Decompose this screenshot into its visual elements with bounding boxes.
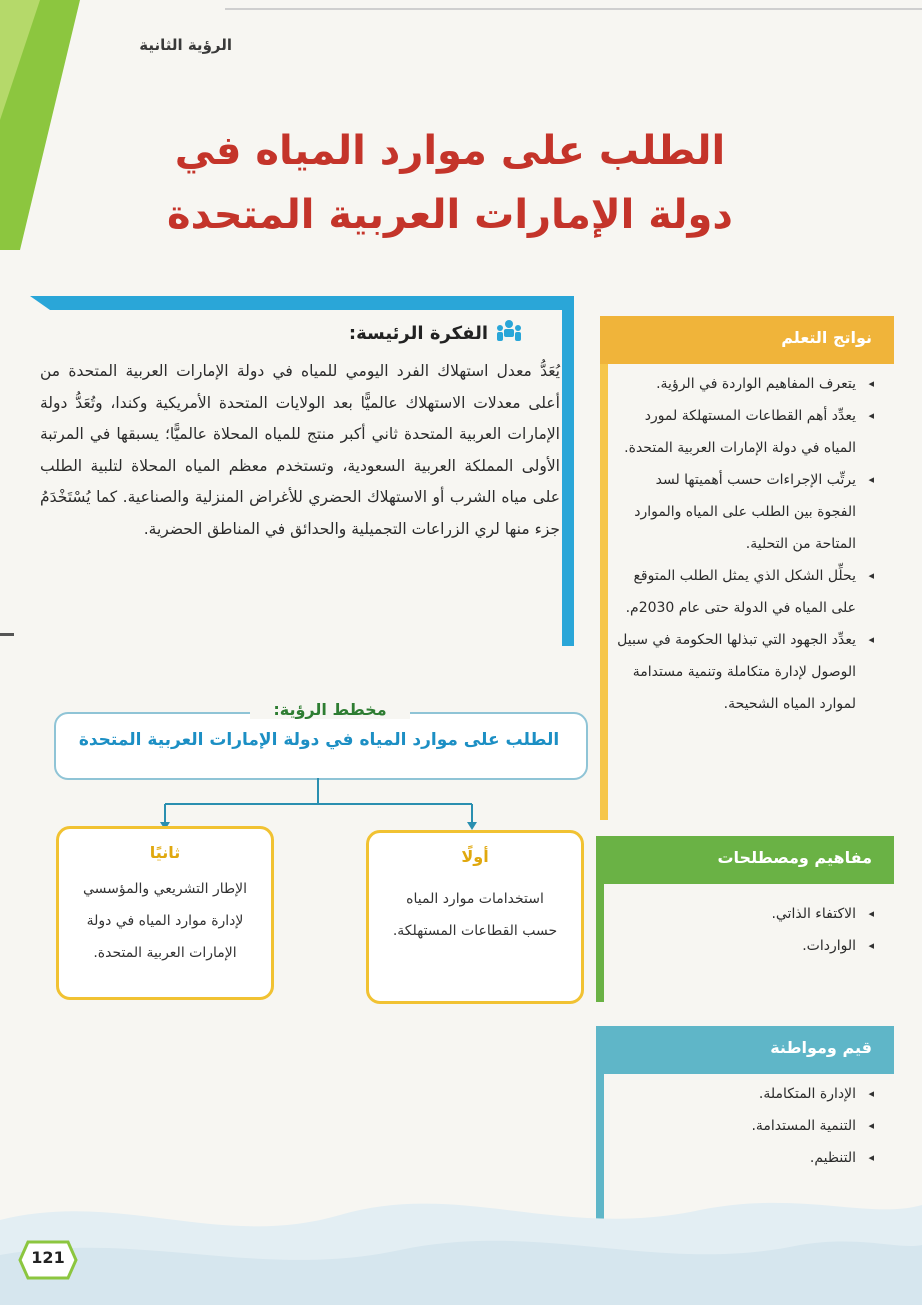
margin-mark bbox=[0, 633, 14, 636]
main-idea-heading-text: الفكرة الرئيسة: bbox=[348, 323, 488, 344]
concepts-side-bar bbox=[596, 884, 604, 1002]
outcome-item: ◂ يعدِّد الجهود التي تبذلها الحكومة في سبيل الوصول لإدارة متكاملة وتنمية مستدامة لموارد المياه الشحيحة. bbox=[614, 624, 876, 720]
plan-label: مخطط الرؤية: bbox=[250, 700, 410, 719]
plan-card-first-body bbox=[379, 883, 571, 947]
bullet-icon: ◂ bbox=[868, 633, 874, 646]
main-idea-top-bar bbox=[30, 296, 570, 310]
bullet-icon: ◂ bbox=[868, 1151, 874, 1164]
values-panel bbox=[596, 1026, 896, 1166]
plan-card-second-line-3: الإمارات العربية المتحدة. bbox=[93, 945, 237, 961]
plan-card-first-caption: أولًا bbox=[461, 847, 489, 866]
section-label: الرؤية الثانية bbox=[139, 36, 232, 54]
plan-card-second-caption: ثانيًا bbox=[149, 843, 181, 862]
corner-decoration bbox=[0, 0, 80, 250]
main-idea-heading bbox=[349, 318, 522, 349]
water-wave-decoration bbox=[0, 1160, 922, 1305]
value-item: ◂ التنظيم. bbox=[614, 1142, 876, 1174]
plan-card-second-line-1: الإطار التشريعي والمؤسسي bbox=[83, 881, 247, 897]
plan-title: الطلب على موارد المياه في دولة الإمارات العربية المتحدة bbox=[78, 730, 560, 750]
outcome-item: ◂ يرتِّب الإجراءات حسب أهميتها لسد الفجوة بين الطلب على المياه والموارد المتاحة من التحلية. bbox=[614, 464, 876, 560]
plan-card-first-line-2: حسب القطاعات المستهلكة. bbox=[392, 923, 558, 939]
plan-card-second bbox=[56, 826, 274, 1000]
page-number-badge bbox=[18, 1240, 78, 1280]
bullet-icon: ◂ bbox=[868, 409, 874, 422]
bullet-icon: ◂ bbox=[868, 907, 874, 920]
bullet-icon: ◂ bbox=[868, 1087, 874, 1100]
people-icon bbox=[496, 318, 522, 349]
main-idea-side-bar bbox=[562, 296, 574, 646]
top-rule bbox=[225, 8, 922, 10]
bullet-icon: ◂ bbox=[868, 939, 874, 952]
plan-card-first bbox=[366, 830, 584, 1004]
values-heading: قيم ومواطنة bbox=[770, 1038, 872, 1057]
concept-item: ◂ الاكتفاء الذاتي. bbox=[614, 898, 876, 930]
bullet-icon: ◂ bbox=[868, 569, 874, 582]
bullet-icon: ◂ bbox=[868, 377, 874, 390]
concepts-panel bbox=[596, 836, 896, 954]
page-title-line-2: دولة الإمارات العربية المتحدة bbox=[167, 192, 733, 238]
value-item: ◂ التنمية المستدامة. bbox=[614, 1110, 876, 1142]
outcome-item: ◂ يعدِّد أهم القطاعات المستهلكة لمورد المياه في دولة الإمارات العربية المتحدة. bbox=[614, 400, 876, 464]
plan-card-second-body bbox=[69, 873, 261, 969]
learning-outcomes-heading: نواتج التعلم bbox=[781, 328, 872, 347]
concepts-heading: مفاهيم ومصطلحات bbox=[717, 848, 872, 867]
main-idea-paragraph: يُعَدُّ معدل استهلاك الفرد اليومي للمياه في دولة الإمارات العربية المتحدة من أعلى معدلات الاستهلاك عالميًّا بعد الولايات المتحدة الأمريكية وكندا، وتُعَدُّ دولة الإمارات العربية المتحدة ثاني أكبر منتج للمياه المحلاة عالميًّا؛ يسبقها في المرتبة الأولى المملكة العربية السعودية، وتستخدم معظم المياه المحلاة لتلبية الطلب على مياه الشرب أو الاستهلاك الحضري للأغراض المنزلية والصناعية. كما يُسْتَخْدَمُ جزء منها لري الزراعات التجميلية والحدائق في المناطق الحضرية. bbox=[40, 362, 560, 538]
concept-item: ◂ الواردات. bbox=[614, 930, 876, 962]
value-item: ◂ الإدارة المتكاملة. bbox=[614, 1078, 876, 1110]
page-number: 121 bbox=[31, 1248, 65, 1267]
learning-outcomes-panel bbox=[596, 316, 896, 712]
bullet-icon: ◂ bbox=[868, 1119, 874, 1132]
learning-outcomes-side-bar bbox=[600, 364, 608, 820]
page-title-line-1: الطلب على موارد المياه في bbox=[174, 128, 726, 174]
bullet-icon: ◂ bbox=[868, 473, 874, 486]
plan-card-second-line-2: لإدارة موارد المياه في دولة bbox=[86, 913, 244, 929]
outcome-item: ◂ يحلِّل الشكل الذي يمثل الطلب المتوقع على المياه في الدولة حتى عام 2030م. bbox=[614, 560, 876, 624]
plan-card-first-line-1: استخدامات موارد المياه bbox=[406, 891, 544, 907]
outcome-item: ◂ يتعرف المفاهيم الواردة في الرؤية. bbox=[614, 368, 876, 400]
